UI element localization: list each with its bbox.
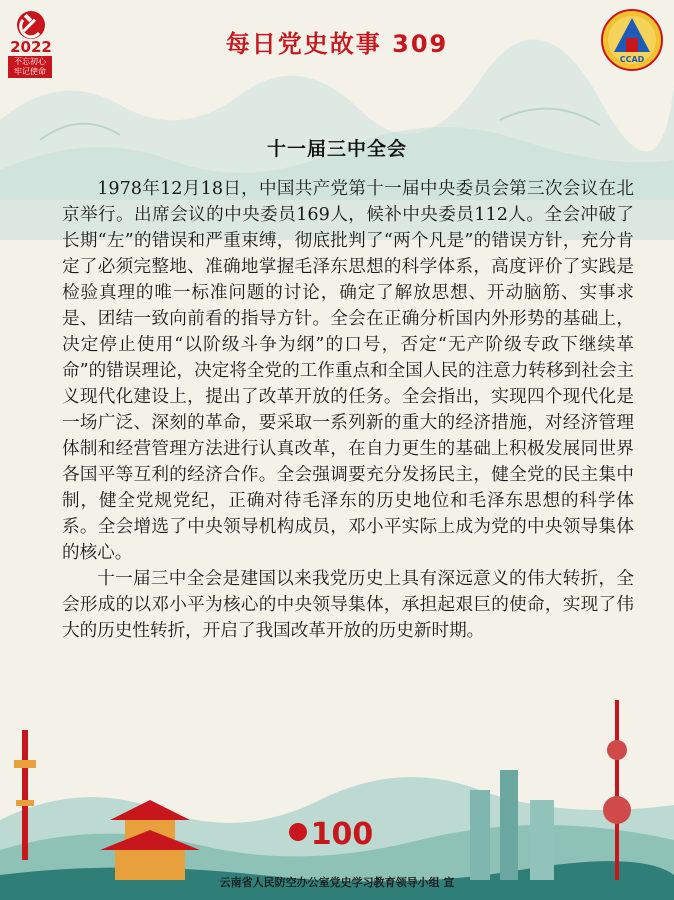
story-title: 十一届三中全会 — [266, 138, 407, 160]
skyline-buildings-icon — [470, 770, 554, 880]
centenary-logo — [284, 812, 394, 862]
logo-slogan-line2: 牢记使命 — [14, 67, 46, 76]
story-body — [62, 176, 634, 644]
logo-slogan-line1: 不忘初心 — [14, 57, 46, 66]
story-paragraph-2: 十一届三中全会是建国以来我党历史上具有深远意义的伟大转折，全会形成的以邓小平为核心的中央领导集体，承担起艰巨的使命，实现了伟大的历史性转折，开启了我国改革开放的历史新时期。 — [62, 569, 634, 641]
logo-slogan — [8, 56, 52, 78]
centenary-number: 100 — [310, 817, 374, 852]
logo-year: 2022 — [10, 38, 52, 56]
bottom-city-scene — [0, 690, 674, 900]
civil-air-defense-badge-icon — [600, 8, 664, 72]
footer-credit: 云南省人民防空办公室党史学习教育领导小组 宣 — [219, 876, 455, 889]
page-header-title: 每日党史故事 309 — [225, 30, 449, 58]
badge-text: CCAD — [619, 55, 645, 64]
story-paragraph-1: 1978年12月18日，中国共产党第十一届中央委员会第三次会议在北京举行。出席会议的中央委员169人，候补中央委员112人。全会冲破了长期“左”的错误和严重束缚，彻底批判了“两个凡是”的错误方针，充分肯定了必须完整地、准确地掌握毛泽东思想的科学体系，高度评价了实践是检验真理的唯一标准问题的讨论，确定了解放思想、开动脑筋、实事求是、团结一致向前看的指导方针。全会在正确分析国内外形势的基础上，决定停止使用“以阶级斗争为纲”的口号，否定“无产阶级专政下继续革命”的错误理论，决定将全党的工作重点和全国人民的注意力转移到社会主义现代化建设上，提出了改革开放的任务。全会指出，实现四个现代化是一场广泛、深刻的革命，要采取一系列新的重大的经济措施，对经济管理体制和经营管理方法进行认真改革，在自力更生的基础上积极发展同世界各国平等互利的经济合作。全会强调要充分发扬民主，健全党的民主集中制，健全党规党纪，正确对待毛泽东的历史地位和毛泽东思想的科学体系。全会增选了中央领导机构成员，邓小平实际上成为党的中央领导集体的核心。 — [62, 179, 634, 563]
